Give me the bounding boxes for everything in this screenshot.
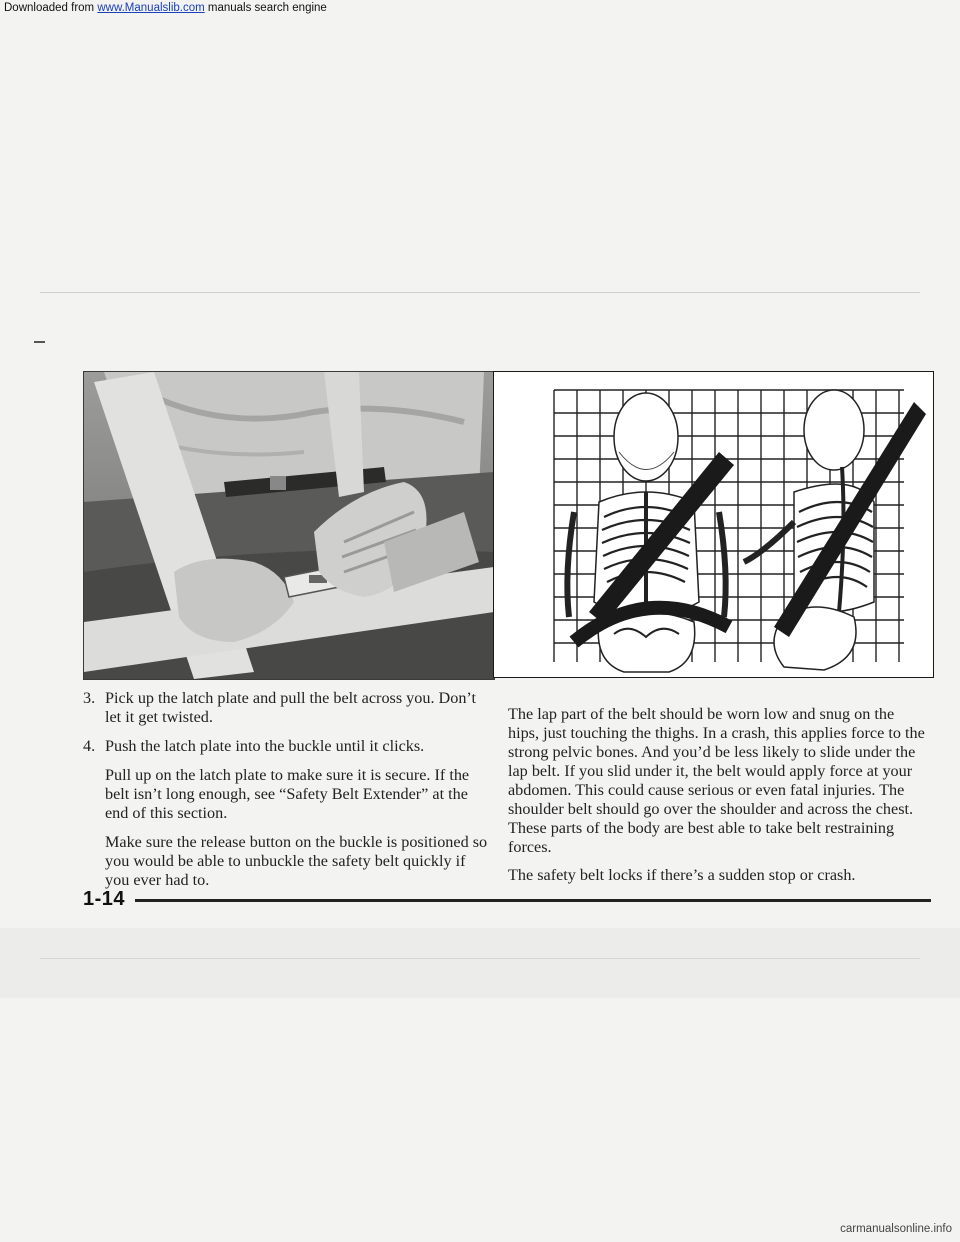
skeleton-belt-diagram-icon bbox=[494, 372, 933, 677]
banner-prefix: Downloaded from bbox=[4, 2, 98, 14]
banner-link[interactable]: www.Manualslib.com bbox=[97, 2, 205, 14]
step-text: Push the latch plate into the buckle until it clicks. bbox=[105, 737, 425, 755]
scan-bottom-band bbox=[0, 928, 960, 998]
watermark: carmanualsonline.info bbox=[840, 1223, 952, 1235]
hand-latch-photo bbox=[83, 371, 495, 680]
paragraph: The lap part of the belt should be worn low and snug on the hips, just touching the thighs. In a crash, this applies force to the strong pelvic bones. And you’d be less likely to slide under the lap belt. If you slid under it, the belt would apply force at your abdomen. This could cause serious or even fatal injuries. The shoulder belt should go over the shoulder and across the chest. These parts of the body are best able to take belt restraining forces. bbox=[508, 705, 925, 856]
paragraph: The safety belt locks if there’s a sudden stop or crash. bbox=[508, 866, 856, 884]
scan-bottom-rule bbox=[40, 958, 920, 959]
paragraph: Make sure the release button on the buckle is positioned so you would be able to unbuckle the safety belt quickly if you ever had to. bbox=[105, 833, 488, 889]
footer-rule bbox=[135, 899, 931, 902]
page-number: 1-14 bbox=[83, 888, 126, 910]
hand-latch-photo-icon bbox=[84, 372, 494, 679]
paragraph: Pull up on the latch plate to make sure it is secure. If the belt isn’t long enough, see “Safety Belt Extender” at the end of this section. bbox=[105, 766, 470, 822]
step-number: 4. bbox=[83, 737, 96, 755]
top-left-dash bbox=[34, 341, 45, 343]
left-column bbox=[83, 689, 488, 900]
step-number: 3. bbox=[83, 689, 96, 707]
banner-suffix: manuals search engine bbox=[204, 2, 327, 14]
top-scan-rule bbox=[40, 292, 920, 293]
step-text: Pick up the latch plate and pull the belt across you. Don’t let it get twisted. bbox=[105, 689, 477, 726]
list-item bbox=[83, 689, 488, 727]
list-item bbox=[83, 737, 488, 756]
right-column bbox=[508, 705, 928, 894]
skeleton-belt-diagram bbox=[493, 371, 934, 678]
download-banner bbox=[4, 2, 327, 14]
